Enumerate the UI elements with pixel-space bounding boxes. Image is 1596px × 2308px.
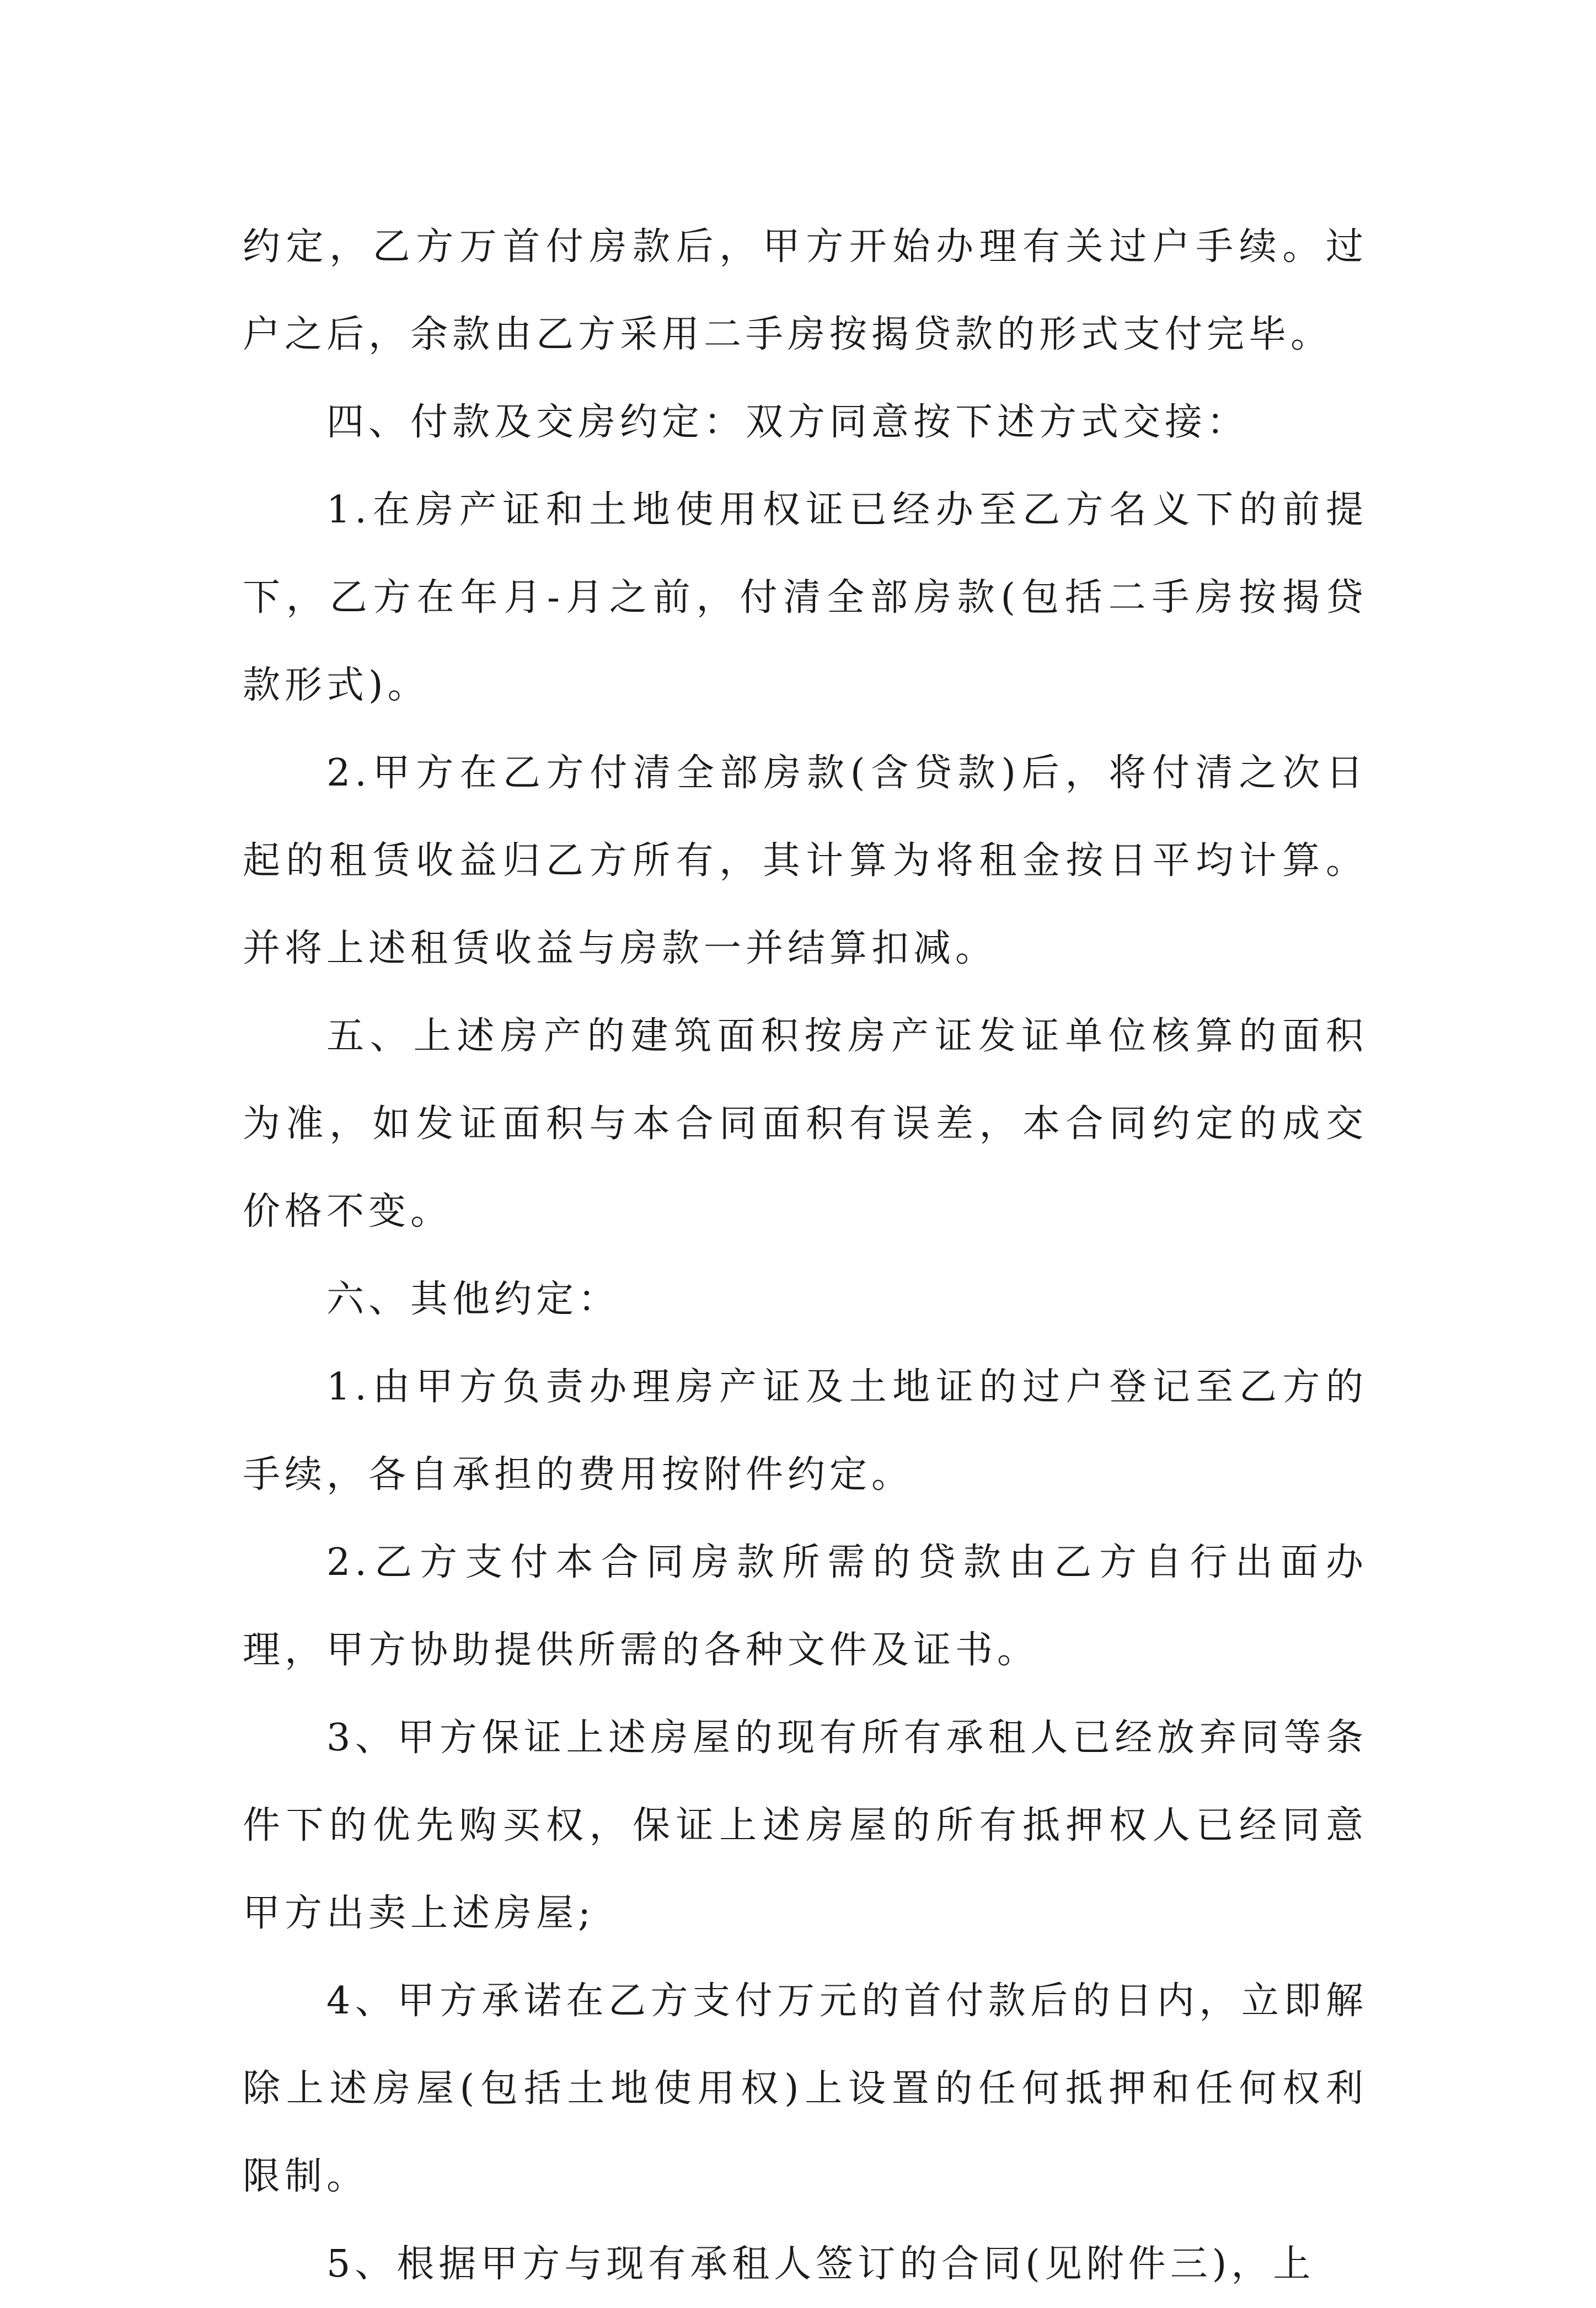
paragraph: 2.甲方在乙方付清全部房款(含贷款)后，将付清之次日起的租赁收益归乙方所有，其计算为将租金按日平均计算。并将上述租赁收益与房款一并结算扣减。 <box>243 751 1368 970</box>
paragraph: 约定，乙方万首付房款后，甲方开始办理有关过户手续。过户之后，余款由乙方采用二手房按揭贷款的形式支付完毕。 <box>243 225 1368 356</box>
paragraph: 5、根据甲方与现有承租人签订的合同(见附件三)，上 <box>326 2242 1315 2286</box>
paragraph: 3、甲方保证上述房屋的现有所有承租人已经放弃同等条件下的优先购买权，保证上述房屋的所有抵押权人已经同意甲方出卖上述房屋; <box>243 1716 1368 1935</box>
paragraph: 4、甲方承诺在乙方支付万元的首付款后的日内，立即解除上述房屋(包括土地使用权)上设置的任何抵押和任何权利限制。 <box>243 1979 1368 2198</box>
document-body <box>243 203 1368 2308</box>
paragraph: 1.由甲方负责办理房产证及土地证的过户登记至乙方的手续，各自承担的费用按附件约定。 <box>243 1365 1368 1497</box>
section-heading-payment: 四、付款及交房约定：双方同意按下述方式交接： <box>326 400 1249 444</box>
paragraph: 2.乙方支付本合同房款所需的贷款由乙方自行出面办理，甲方协助提供所需的各种文件及证书。 <box>243 1541 1368 1672</box>
paragraph: 1.在房产证和土地使用权证已经办至乙方名义下的前提下，乙方在年月-月之前，付清全部房款(包括二手房按揭贷款形式)。 <box>243 488 1368 707</box>
section-heading-other: 六、其他约定： <box>326 1278 620 1321</box>
section-area: 五、上述房产的建筑面积按房产证发证单位核算的面积为准，如发证面积与本合同面积有误差，本合同约定的成交价格不变。 <box>243 1014 1368 1233</box>
